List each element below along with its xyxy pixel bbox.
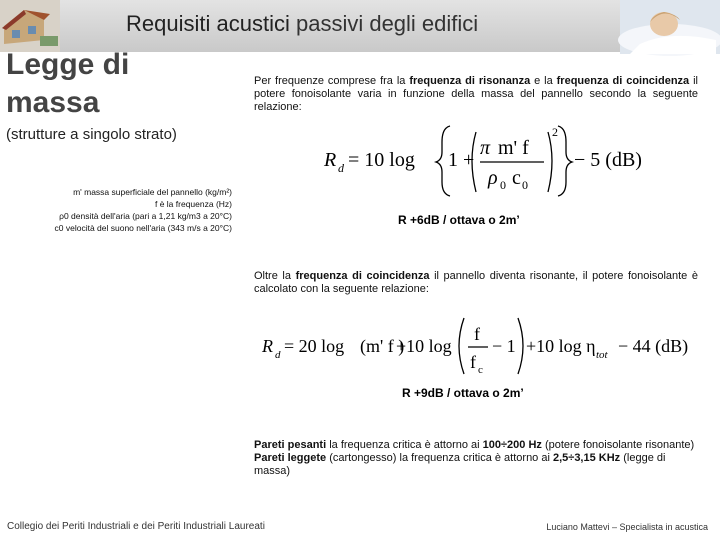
formula-power: 2: [552, 125, 558, 139]
formula-eta-sub: tot: [596, 349, 608, 361]
header-title: [126, 11, 478, 37]
page-title: [6, 46, 129, 122]
right-paren: [518, 318, 523, 374]
formula-lhs: R: [324, 149, 337, 171]
formula-lhs: R: [262, 336, 273, 356]
footer-right: Luciano Mattevi – Specialista in acustica: [546, 522, 708, 532]
formula-rho: ρ: [488, 167, 498, 189]
bold-text: Pareti leggete: [254, 452, 327, 464]
mass-law-formula: [322, 122, 642, 198]
legend-item: c0 velocità del suono nell'aria (343 m/s a 20°C): [54, 223, 232, 233]
formula-rho-sub: 0: [500, 178, 506, 192]
formula-c-sub: 0: [522, 178, 528, 192]
right-brace: [558, 126, 572, 196]
formula-part1: = 20 log: [284, 336, 345, 356]
formula-mf: (m' f ): [360, 336, 405, 356]
text: (potere fonoisolante risonante): [541, 439, 695, 451]
text: Per frequenze comprese fra la: [254, 75, 410, 87]
formula-plus-ten-log-eta: +10 log η: [526, 336, 596, 356]
mass-law-paragraph: [254, 75, 698, 114]
bold-text: Pareti pesanti: [254, 439, 327, 451]
formula-plus-ten-log: +10 log: [396, 336, 452, 356]
formula-one-plus: 1 +: [448, 149, 475, 171]
rule-9db: R +9dB / ottava o 2m’: [402, 386, 524, 400]
coincidence-formula: [262, 312, 702, 380]
formula-c: c: [512, 167, 521, 189]
formula-mf: m' f: [498, 137, 529, 159]
formula-fc: f: [470, 352, 476, 372]
formula-f: f: [474, 324, 480, 344]
symbol-legend: [2, 186, 232, 234]
page-title-line1: Legge di: [6, 48, 130, 81]
bold-text: 100÷200 Hz: [482, 439, 542, 451]
text: la frequenza critica è attorno ai: [326, 439, 483, 451]
text: (cartongesso) la frequenza critica è attorno ai: [326, 452, 553, 464]
bold-text: frequenza di coincidenza: [556, 75, 690, 87]
text: e la: [530, 75, 557, 87]
footer-left: Collegio dei Periti Industriali e dei Periti Industriali Laureati: [7, 521, 265, 532]
formula-ten-log: = 10 log: [348, 149, 415, 171]
coincidence-paragraph: [254, 270, 698, 296]
formula-lhs-sub: d: [275, 349, 281, 361]
text: (legge di massa): [254, 452, 666, 477]
right-paren: [548, 132, 552, 192]
bold-text: frequenza di coincidenza: [295, 270, 430, 282]
formula-tail: − 44 (dB): [618, 336, 689, 356]
formula-tail: − 5 (dB): [574, 149, 642, 171]
legend-item: f è la frequenza (Hz): [154, 199, 232, 209]
sleeping-person-icon: [620, 0, 720, 54]
text: il pannello diventa risonante, il potere fonoisolante è calcolato con la seguente relazione:: [254, 270, 699, 295]
walls-paragraph: [254, 439, 698, 478]
header-bar: [0, 0, 720, 52]
formula-lhs-sub: d: [338, 161, 344, 175]
bold-text: frequenza di risonanza: [409, 75, 531, 87]
page-subtitle: (strutture a singolo strato): [6, 126, 177, 143]
left-paren: [459, 318, 464, 374]
header-title-light: passivi degli edifici: [295, 11, 479, 36]
formula-fc-sub: c: [478, 364, 483, 376]
house-logo-icon: [0, 0, 60, 52]
text: Oltre la: [254, 270, 296, 282]
formula-minus-one: − 1: [492, 336, 516, 356]
rule-6db: R +6dB / ottava o 2m’: [398, 213, 520, 227]
formula-pi: π: [480, 137, 491, 159]
header-title-strong: Requisiti acustici: [126, 11, 290, 36]
legend-item: ρ0 densità dell'aria (pari a 1,21 kg/m3 a 20°C): [59, 211, 232, 221]
legend-item: m' massa superficiale del pannello (kg/m²): [73, 187, 232, 197]
bold-text: 2,5÷3,15 KHz: [552, 452, 621, 464]
page-title-line2: massa: [6, 86, 100, 119]
text: il potere fonoisolante varia in funzione della massa del pannello secondo la seguente relazione:: [254, 75, 698, 113]
